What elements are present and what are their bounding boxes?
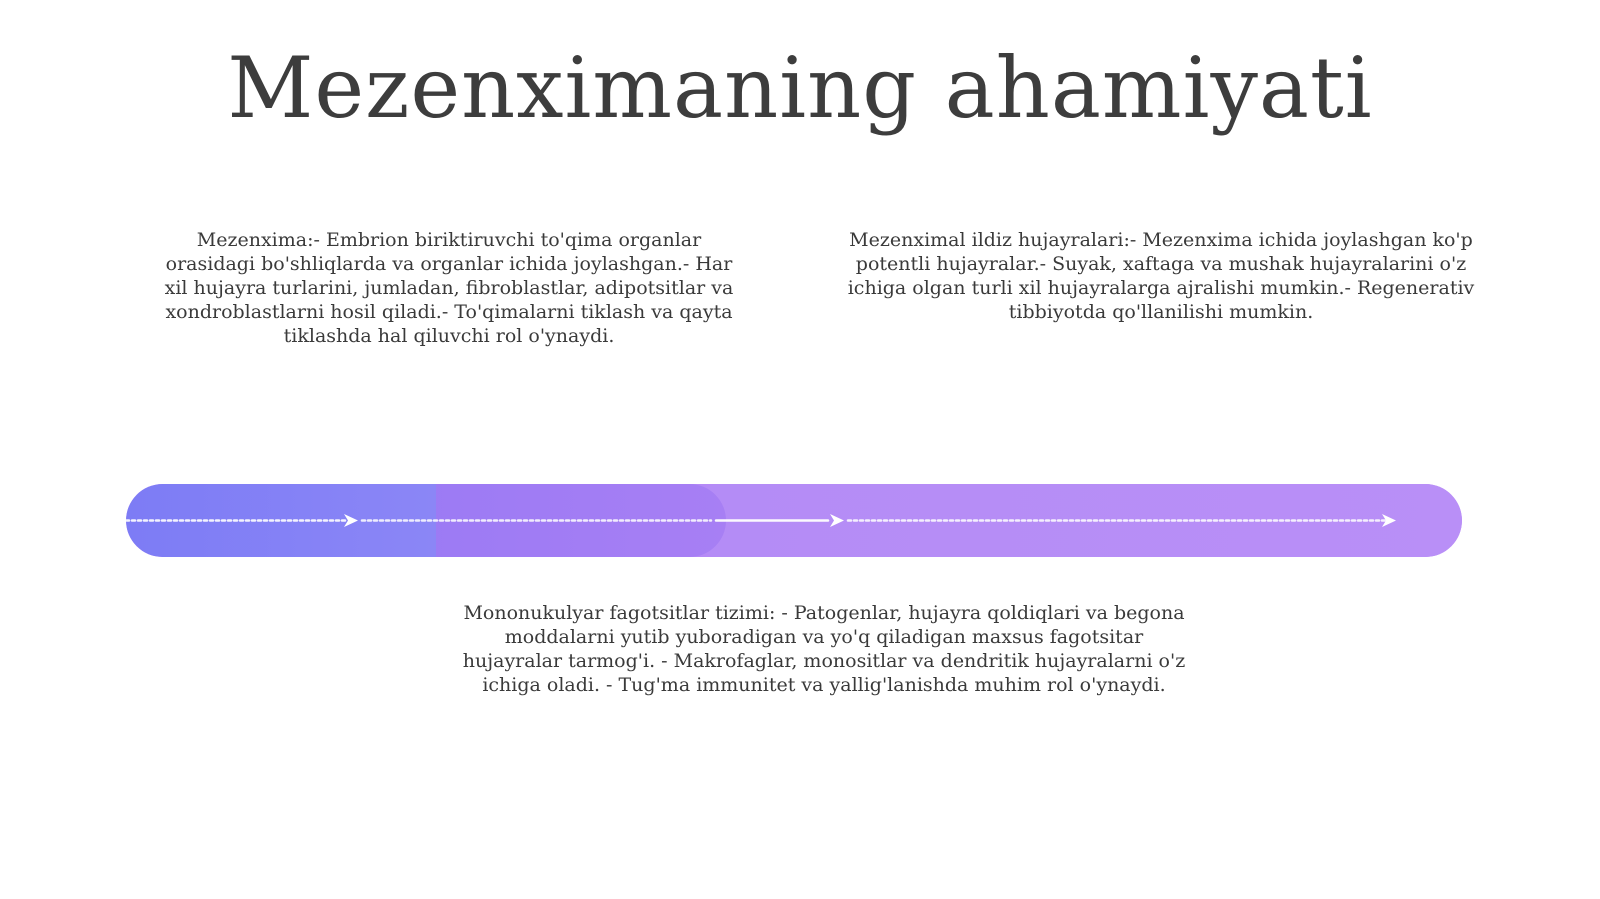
text-block-mezenxima: Mezenxima:- Embrion biriktiruvchi to'qima organlar orasidagi bo'shliqlarda va organlar ichida joylashgan.- Har xil hujayra turlarini, jumladan, fibroblastlar, adipotsitlar va xondroblastlarni hosil qiladi.- To'qimalarni tiklash va qayta tiklashda hal qiluvchi rol o'ynaydi.	[164, 229, 734, 347]
text-block-stem-cells: Mezenximal ildiz hujayralari:- Mezenxima ichida joylashgan ko'p potentli hujayralar.- Suyak, xaftaga va mushak hujayralarini o'z ichiga olgan turli xil hujayralarga ajralishi mumkin.- Regenerativ tibbiyotda qo'llanilishi mumkin.	[847, 229, 1475, 323]
slide-title: Mezenximaning ahamiyati	[227, 39, 1373, 137]
timeline-bar	[126, 484, 1462, 557]
arrow-right-icon	[830, 514, 844, 527]
text-block-phagocytes: Mononukulyar fagotsitlar tizimi: - Patogenlar, hujayra qoldiqlari va begona moddalarni yutib yuboradigan va yo'q qiladigan maxsus fagotsitar hujayralar tarmog'i. - Makrofaglar, monositlar va dendritik hujayralarni o'z ichiga oladi. - Tug'ma immunitet va yallig'lanishda muhim rol o'ynaydi.	[462, 602, 1186, 696]
timeline-track	[126, 484, 1462, 557]
